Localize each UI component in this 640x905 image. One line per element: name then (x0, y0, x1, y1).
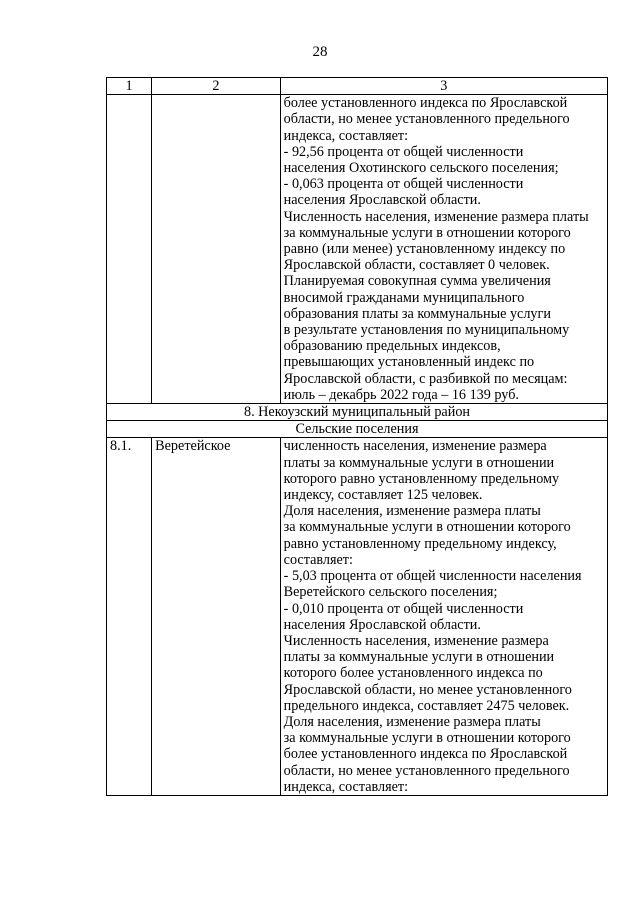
text-line: образования платы за коммунальные услуги (283, 305, 551, 322)
text-line: которого равно установленному предельному (283, 470, 560, 487)
subsection-row (107, 421, 608, 438)
section-row (107, 404, 608, 421)
row-description-cell (280, 95, 607, 404)
text-line: Ярославской области, составляет 0 человек. (283, 257, 550, 274)
text-line: предельного индекса, составляет 2475 человек. (283, 697, 570, 714)
text-line: равно (или менее) установленному индексу по (283, 241, 566, 258)
text-line: - 5,03 процента от общей численности населения (283, 568, 582, 585)
text-line: Планируемая совокупная сумма увеличения (283, 273, 551, 290)
header-col-2: 2 (152, 78, 281, 95)
table-header-row (107, 78, 608, 95)
text-line: равно установленному предельному индексу, (283, 535, 557, 552)
text-line: составляет: (283, 551, 353, 568)
text-line: превышающих установленный индекс по (283, 354, 535, 371)
text-line: платы за коммунальные услуги в отношении (283, 454, 555, 471)
table-row-continuation (107, 95, 608, 404)
text-line: более установленного индекса по Ярославской (283, 746, 568, 763)
text-line: населения Ярославской области. (283, 192, 481, 209)
text-line: платы за коммунальные услуги в отношении (283, 649, 555, 666)
text-line: вносимой гражданами муниципального (283, 289, 525, 306)
header-col-1: 1 (107, 78, 152, 95)
text-line: Веретейского сельского поселения; (283, 584, 498, 601)
text-line: численность населения, изменение размера (283, 438, 547, 455)
text-line: - 92,56 процента от общей численности (283, 143, 524, 160)
row-number-cell: 8.1. (107, 438, 152, 795)
header-col-3: 3 (280, 78, 607, 95)
text-line: населения Охотинского сельского поселения; (283, 160, 559, 177)
table-row-8-1 (107, 438, 608, 795)
text-line: Численность населения, изменение размера (283, 632, 549, 649)
text-line: которого более установленного индекса по (283, 665, 543, 682)
text-line: населения Ярославской области. (283, 616, 481, 633)
text-line: образованию предельных индексов, (283, 338, 501, 355)
text-line: Ярославской области, с разбивкой по месяцам: (283, 370, 568, 387)
text-line: индексу, составляет 125 человек. (283, 487, 483, 504)
document-table (106, 77, 608, 796)
text-line: Доля населения, изменение размера платы (283, 503, 541, 520)
page-number: 28 (312, 44, 328, 60)
text-line: Доля населения, изменение размера платы (283, 713, 541, 730)
text-line: более установленного индекса по Ярославской (283, 95, 568, 112)
text-line: в результате установления по муниципальному (283, 322, 570, 339)
subsection-title: Сельские поселения (107, 421, 608, 438)
text-line: Численность населения, изменение размера платы (283, 208, 589, 225)
text-line: за коммунальные услуги в отношении которого (283, 730, 571, 747)
text-line: Ярославской области, но менее установленного (283, 681, 572, 698)
section-title: 8. Некоузский муниципальный район (107, 404, 608, 421)
text-line: области, но менее установленного предельного (283, 762, 570, 779)
row-name-cell: Веретейское (152, 438, 281, 795)
row-description-cell (280, 438, 607, 795)
text-line: за коммунальные услуги в отношении которого (283, 519, 571, 536)
text-line: - 0,063 процента от общей численности (283, 176, 524, 193)
text-line: индекса, составляет: (283, 778, 409, 795)
text-line: - 0,010 процента от общей численности (283, 600, 524, 617)
row-name-cell (152, 95, 281, 404)
text-line: области, но менее установленного предельного (283, 111, 570, 128)
text-line: июль – декабрь 2022 года – 16 139 руб. (283, 386, 519, 403)
text-line: за коммунальные услуги в отношении которого (283, 224, 571, 241)
row-number-cell (107, 95, 152, 404)
text-line: индекса, составляет: (283, 127, 409, 144)
